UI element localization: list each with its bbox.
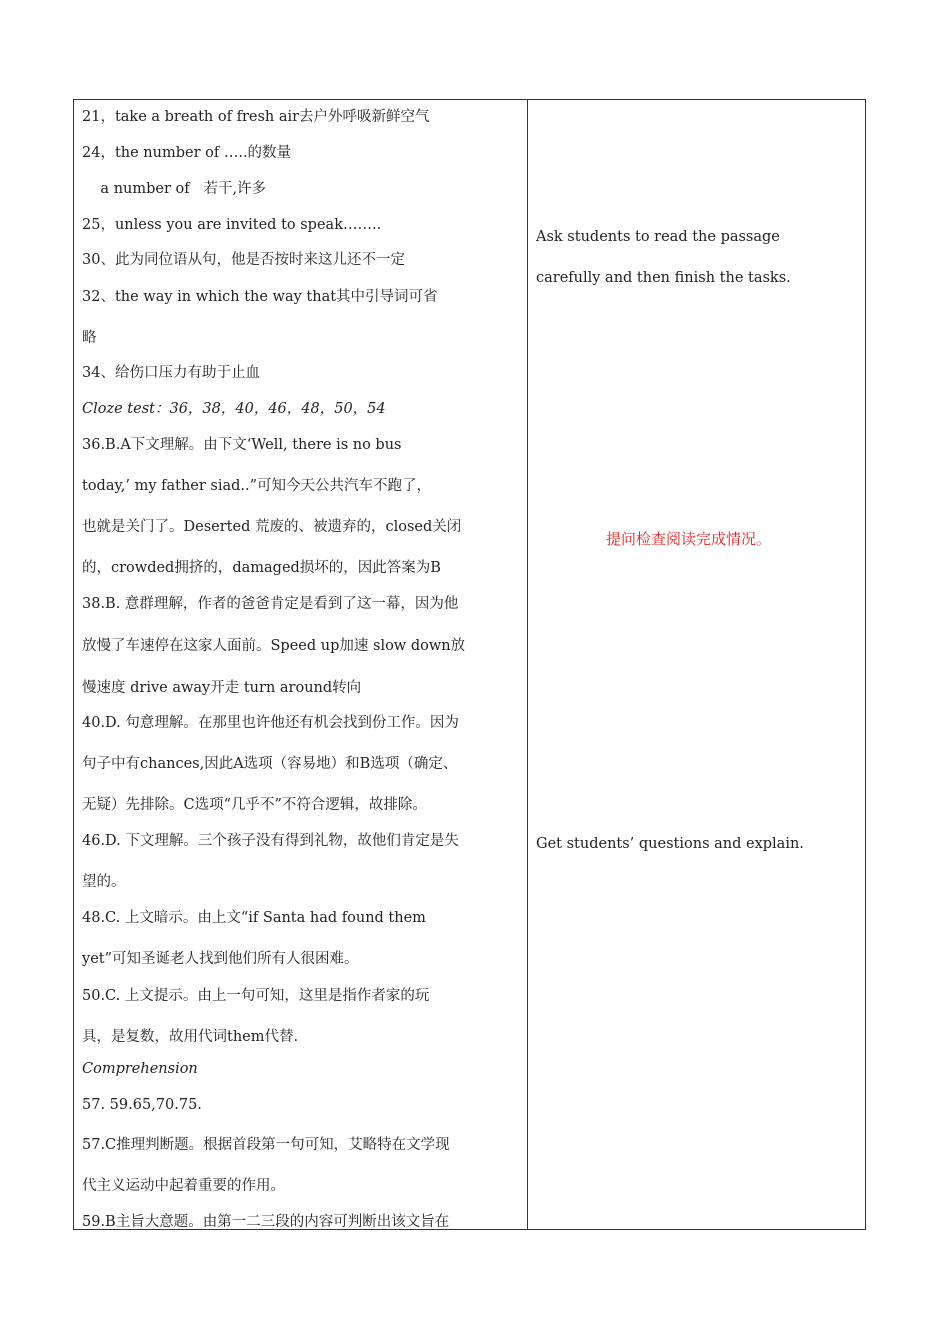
task-instruction-line1: Ask students to read the passage [536,229,780,245]
note-line: 慢速度 drive away开走 turn around转向 [82,680,362,696]
note-line: 59.B主旨大意题。由第一二三段的内容可判断出该文旨在 [82,1214,450,1230]
note-line: 的，crowded拥挤的，damaged损坏的，因此答案为B [82,560,441,576]
note-line: 放慢了车速停在这家人面前。Speed up加速 slow down放 [82,638,466,654]
note-line: 代主义运动中起着重要的作用。 [82,1178,285,1194]
check-reading-note: 提问检查阅读完成情况。 [606,530,772,548]
note-line: 无疑）先排除。C选项“几乎不”不符合逻辑，故排除。 [82,797,427,813]
section-heading-cloze: Cloze test：36，38，40，46，48，50，54 [82,401,386,417]
note-line: 36.B.A下文理解。由下文‘Well, there is no bus [82,437,402,453]
task-instruction-line2: carefully and then finish the tasks. [536,270,791,286]
note-line: yet”可知圣诞老人找到他们所有人很困难。 [82,951,359,967]
note-line: 48.C. 上文暗示。由上文“if Santa had found them [82,910,426,926]
note-line: 57. 59.65,70.75. [82,1097,202,1113]
note-line: a number of 若干,许多 [82,181,267,197]
note-line: 30、此为同位语从句，他是否按时来这儿还不一定 [82,252,405,268]
note-line: 38.B. 意群理解，作者的爸爸肯定是看到了这一幕，因为他 [82,596,459,612]
note-line: 46.D. 下文理解。三个孩子没有得到礼物，故他们肯定是失 [82,833,459,849]
note-line: 24，the number of …..的数量 [82,145,292,161]
note-line: 57.C推理判断题。根据首段第一句可知，艾略特在文学现 [82,1137,450,1153]
note-line: 40.D. 句意理解。在那里也许他还有机会找到份工作。因为 [82,715,459,731]
teaching-activities-column [536,100,856,1229]
lesson-table [73,99,866,1230]
note-line: 34、给伤口压力有助于止血 [82,365,260,381]
note-line: 25，unless you are invited to speak…….. [82,217,382,233]
explain-instruction: Get students’ questions and explain. [536,836,804,852]
note-line: 也就是关门了。Deserted 荒废的、被遗弃的，closed关闭 [82,519,462,535]
note-line: 具，是复数，故用代词them代替. [82,1029,299,1045]
note-line: 50.C. 上文提示。由上一句可知，这里是指作者家的玩 [82,988,430,1004]
note-line: today,’ my father siad..”可知今天公共汽车不跑了， [82,478,432,494]
note-line: 32、the way in which the way that其中引导词可省 [82,289,438,305]
note-line: 略 [82,330,97,346]
column-divider [527,100,528,1229]
note-line: 句子中有chances,因此A选项（容易地）和B选项（确定、 [82,756,458,772]
note-line: 望的。 [82,874,126,890]
section-heading-comprehension: Comprehension [82,1061,198,1077]
note-line: 21，take a breath of fresh air去户外呼吸新鲜空气 [82,109,430,125]
